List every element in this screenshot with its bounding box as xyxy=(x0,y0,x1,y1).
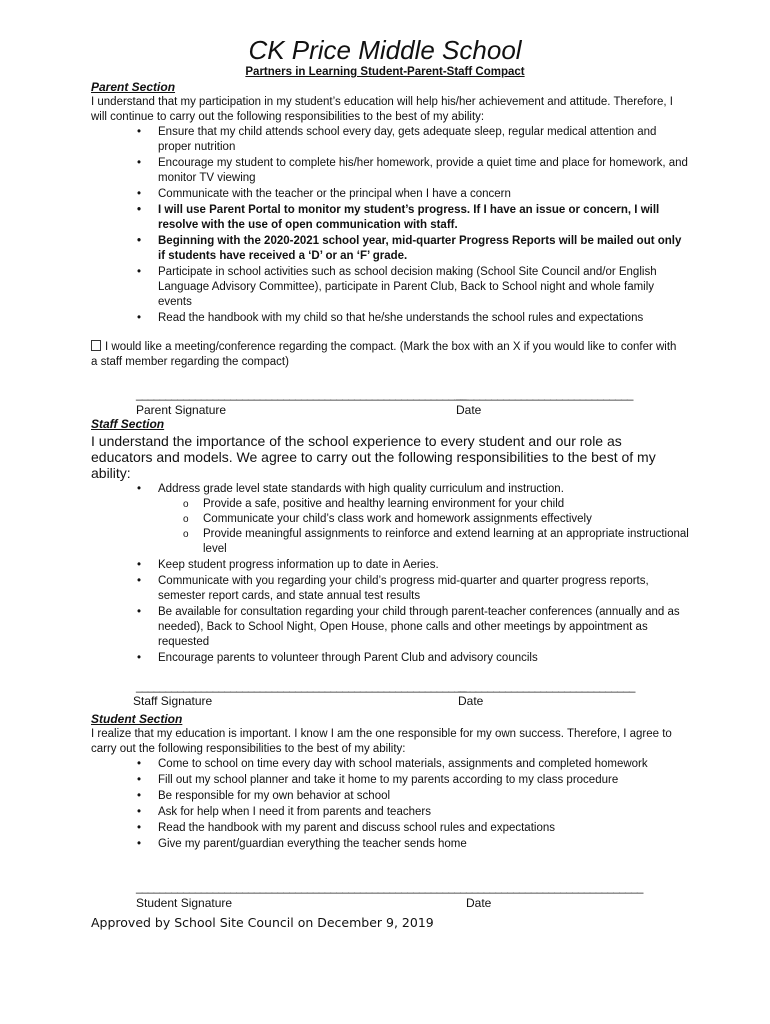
sub-list-item: o Provide a safe, positive and healthy learning environment for your child xyxy=(158,497,691,512)
staff-date-label: Date xyxy=(458,694,484,708)
list-item: • Communicate with you regarding your child’s progress mid-quarter and quarter progress reports, semester report cards, and state annual test results xyxy=(91,574,691,604)
sub-list-item: o Provide meaningful assignments to reinforce and extend learning at an appropriate instructional level xyxy=(158,527,691,557)
document-subtitle: Partners in Learning Student-Parent-Staff Compact xyxy=(245,66,525,78)
list-item: • Be available for consultation regarding your child through parent-teacher conferences (annually and as needed), Back to School Night, Open House, phone calls and other meetings by appointment as requested xyxy=(91,605,691,650)
list-item-text: Address grade level state standards with high quality curriculum and instruction. xyxy=(158,483,564,495)
staff-date-line[interactable]: ______________________________ xyxy=(458,681,635,693)
list-item: • I will use Parent Portal to monitor my student’s progress. If I have an issue or concern, I will resolve with the use of open communication with staff. xyxy=(91,203,691,233)
approval-footer: Approved by School Site Council on December 9, 2019 xyxy=(91,915,434,930)
staff-responsibilities-list xyxy=(91,482,691,667)
list-item: • Read the handbook with my child so that he/she understands the school rules and expectations xyxy=(91,311,691,326)
parent-date-label: Date xyxy=(456,403,482,417)
parent-intro: I understand that my participation in my student’s education will help his/her achievement and attitude. Therefore, I will continue to carry out the following responsibilities to the best of my ability: xyxy=(91,96,673,123)
staff-sub-list xyxy=(158,497,691,557)
list-item: • Ensure that my child attends school every day, gets adequate sleep, regular medical attention and proper nutrition xyxy=(91,125,691,155)
list-item: • Fill out my school planner and take it home to my parents according to my class procedure xyxy=(91,773,691,788)
student-signature-label: Student Signature xyxy=(136,896,233,910)
student-intro: I realize that my education is important. I know I am the one responsible for my own success. Therefore, I agree to carry out the following responsibilities to the best of my ability: xyxy=(91,728,672,755)
meeting-request xyxy=(91,340,681,370)
page-title: CK Price Middle School xyxy=(248,35,522,65)
list-item: • Participate in school activities such as school decision making (School Site Council and/or English Language Advisory Committee), participate in Parent Club, Back to School night and whole family events xyxy=(91,265,691,310)
meeting-request-text: I would like a meeting/conference regarding the compact. (Mark the box with an X if you would like to confer with a staff member regarding the compact) xyxy=(91,341,677,368)
list-item: • Be responsible for my own behavior at school xyxy=(91,789,691,804)
parent-signature-line[interactable]: ________________________________________________________ xyxy=(136,389,467,401)
list-item: • Communicate with the teacher or the principal when I have a concern xyxy=(91,187,691,202)
student-responsibilities-list xyxy=(91,757,691,853)
meeting-checkbox[interactable] xyxy=(91,340,101,351)
list-item: • Read the handbook with my parent and discuss school rules and expectations xyxy=(91,821,691,836)
list-item: • Keep student progress information up to date in Aeries. xyxy=(91,558,691,573)
staff-signature-label: Staff Signature xyxy=(133,694,213,708)
parent-signature-label: Parent Signature xyxy=(136,403,227,417)
student-date-label: Date xyxy=(466,896,492,910)
student-section-heading: Student Section xyxy=(91,712,183,726)
parent-responsibilities-list xyxy=(91,125,691,327)
list-item: • Encourage my student to complete his/her homework, provide a quiet time and place for homework, and monitor TV viewing xyxy=(91,156,691,186)
sub-list-item: o Communicate your child’s class work and homework assignments effectively xyxy=(158,512,691,527)
staff-section-heading: Staff Section xyxy=(91,417,165,431)
list-item: • Beginning with the 2020-2021 school year, mid-quarter Progress Reports will be mailed out only if students have received a ‘D’ or an ‘F’ grade. xyxy=(91,234,691,264)
list-item: • Ask for help when I need it from parents and teachers xyxy=(91,805,691,820)
parent-date-line[interactable]: ______________________________ xyxy=(456,389,633,401)
student-date-line[interactable]: ______________________________ xyxy=(466,882,643,894)
list-item xyxy=(91,482,691,557)
list-item: • Encourage parents to volunteer through Parent Club and advisory councils xyxy=(91,651,691,666)
list-item: • Come to school on time every day with school materials, assignments and completed homework xyxy=(91,757,691,772)
parent-section-heading: Parent Section xyxy=(91,80,176,94)
staff-intro: I understand the importance of the school experience to every student and our role as educators and models. We agree to carry out the following responsibilities to the best of my ability: xyxy=(91,433,656,481)
student-signature-line[interactable]: ________________________________________________________ xyxy=(136,882,467,894)
list-item: • Give my parent/guardian everything the teacher sends home xyxy=(91,837,691,852)
staff-signature-line[interactable]: ________________________________________________________ xyxy=(136,681,467,693)
